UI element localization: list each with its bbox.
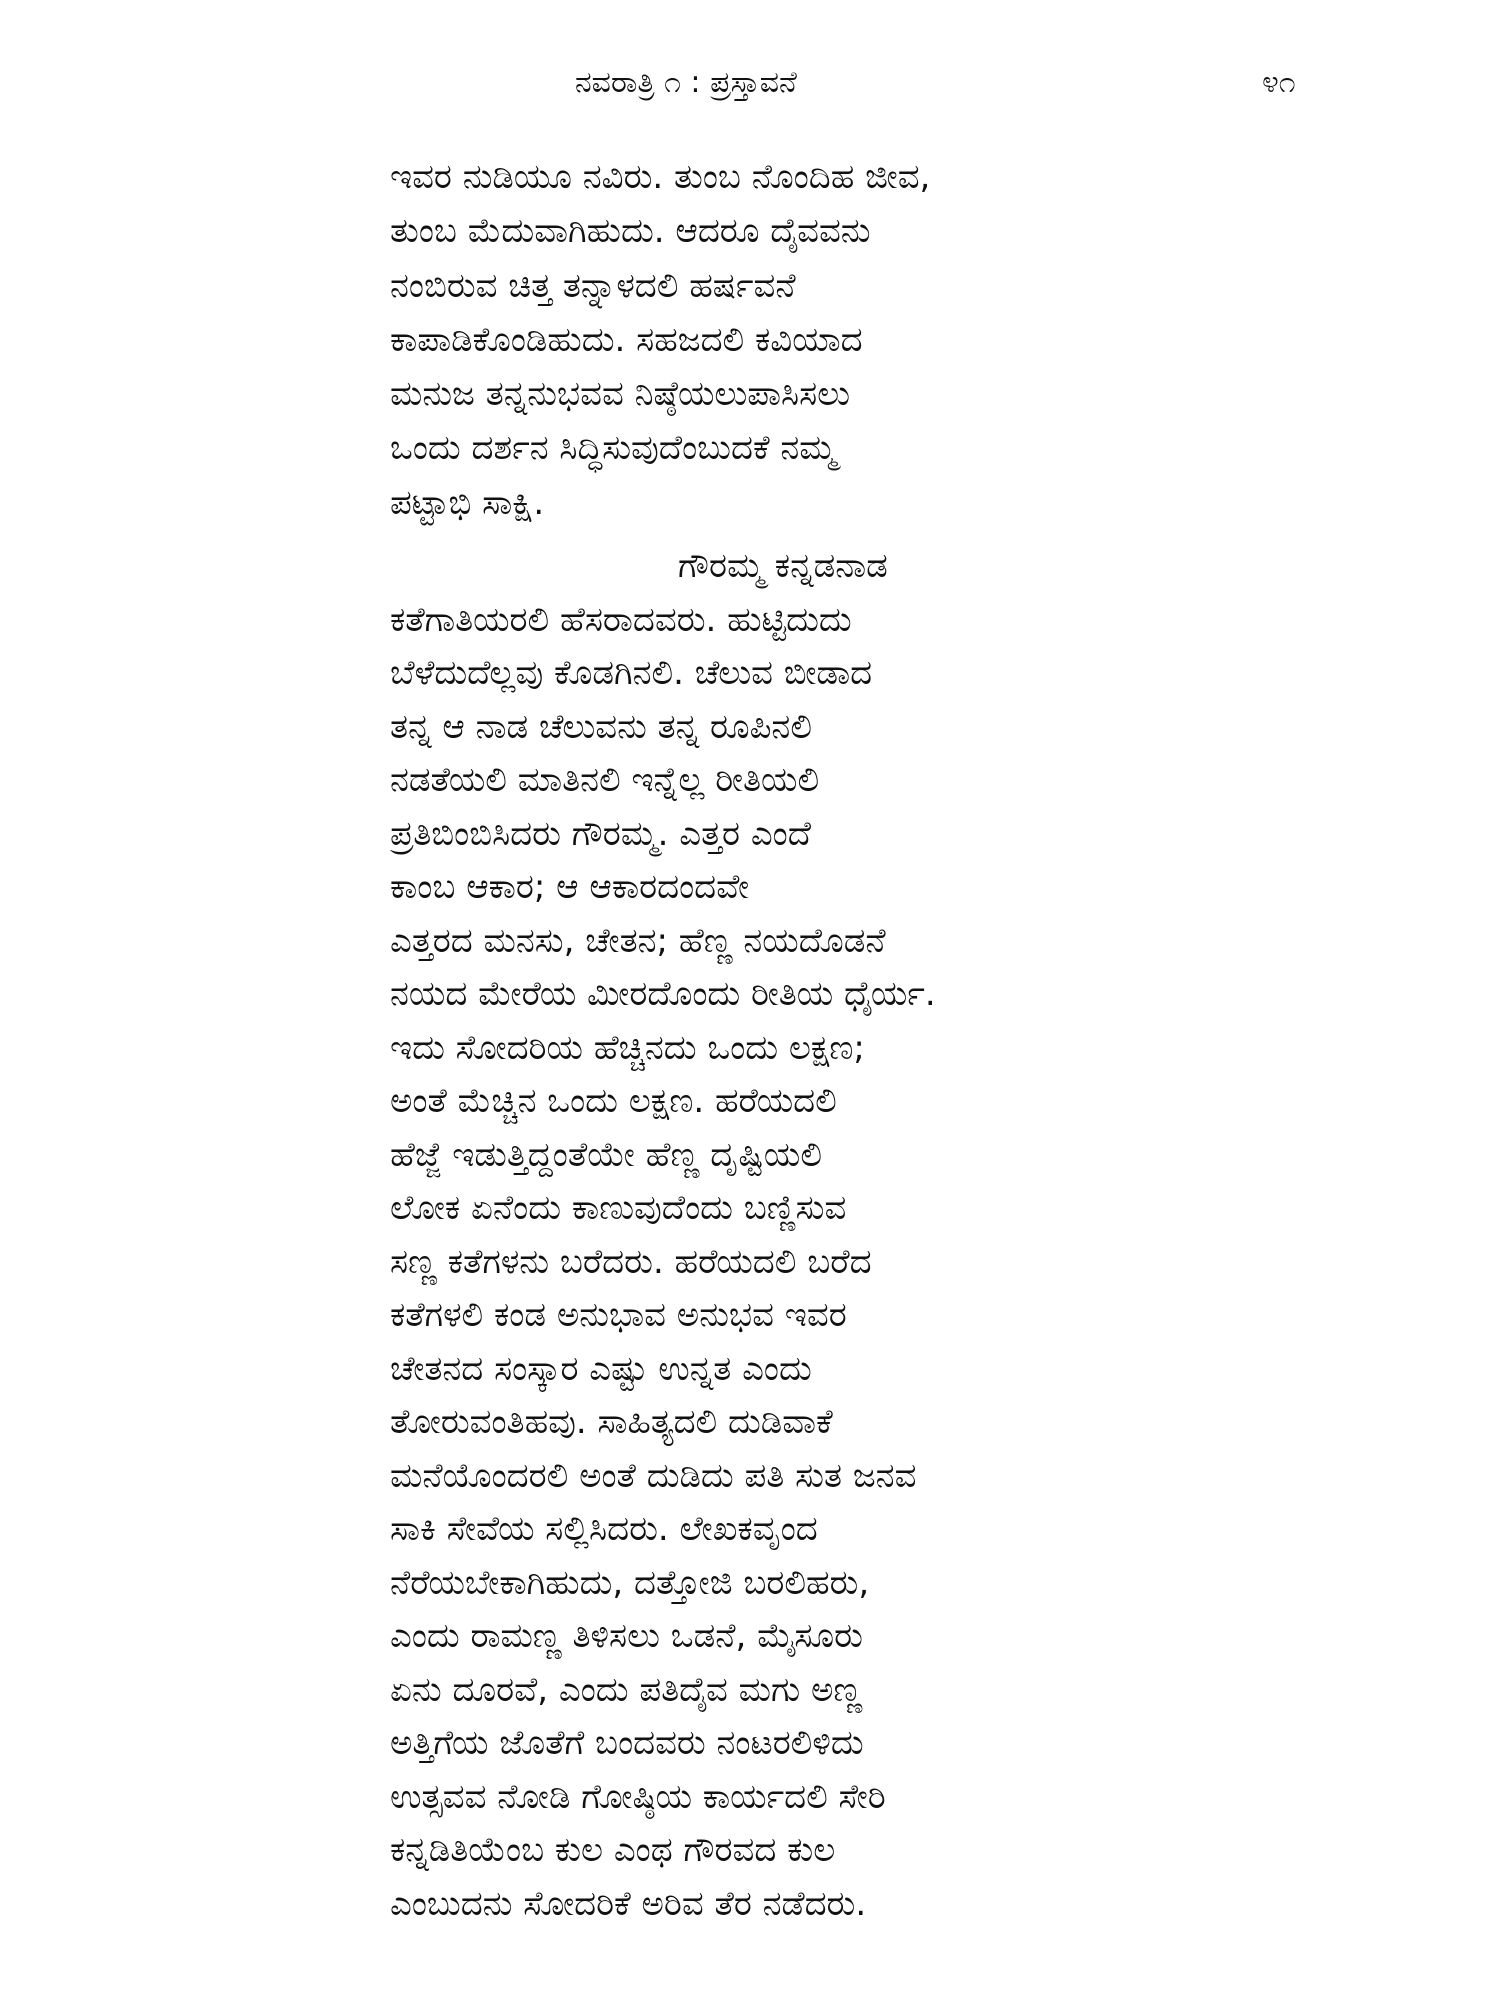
body-text [390, 150, 1390, 1931]
text-line: ಇದು ಸೋದರಿಯ ಹೆಚ್ಚಿನದು ಒಂದು ಲಕ್ಷಣ; [390, 1027, 865, 1068]
text-line: ನಡತೆಯಲಿ ಮಾತಿನಲಿ ಇನ್ನೆಲ್ಲ ರೀತಿಯಲಿ [390, 760, 820, 801]
text-line: ಮನೆಯೊಂದರಲಿ ಅಂತೆ ದುಡಿದು ಪತಿ ಸುತ ಜನವ [390, 1455, 917, 1496]
text-line: ಉತ್ಸವವ ನೋಡಿ ಗೋಷ್ಠಿಯ ಕಾರ್ಯದಲಿ ಸೇರಿ [390, 1776, 886, 1817]
text-line: ಕಾಪಾಡಿಕೊಂಡಿಹುದು. ಸಹಜದಲಿ ಕವಿಯಾದ [390, 319, 863, 360]
paragraph-1 [390, 150, 1390, 530]
text-line: ನಂಬಿರುವ ಚಿತ್ತ ತನ್ನಾಳದಲಿ ಹರ್ಷವನೆ [390, 265, 796, 306]
text-line: ಅಂತೆ ಮೆಚ್ಚಿನ ಒಂದು ಲಕ್ಷಣ. ಹರೆಯದಲಿ [390, 1081, 837, 1122]
text-line: ನೆರೆಯಬೇಕಾಗಿಹುದು, ದತ್ತೋಜಿ ಬರಲಿಹರು, [390, 1562, 870, 1603]
text-line: ಕತೆಗಾತಿಯರಲಿ ಹೆಸರಾದವರು. ಹುಟ್ಟಿದುದು [390, 599, 852, 640]
text-line: ಎತ್ತರದ ಮನಸು, ಚೇತನ; ಹೆಣ್ಣ ನಯದೊಡನೆ [390, 920, 886, 961]
text-line: ಇವರ ನುಡಿಯೂ ನವಿರು. ತುಂಬ ನೊಂದಿಹ ಜೀವ, [390, 157, 931, 197]
text-line: ತುಂಬ ಮೆದುವಾಗಿಹುದು. ಆದರೂ ದೈವವನು [390, 211, 871, 252]
text-line: ಕತೆಗಳಲಿ ಕಂಡ ಅನುಭಾವ ಅನುಭವ ಇವರ [390, 1295, 847, 1336]
text-line: ಸಾಕಿ ಸೇವೆಯ ಸಲ್ಲಿಸಿದರು. ಲೇಖಕವೃಂದ [390, 1509, 818, 1550]
text-line: ಒಂದು ದರ್ಶನ ಸಿದ್ಧಿಸುವುದೆಂಬುದಕೆ ನಮ್ಮ [390, 428, 837, 469]
running-head [0, 58, 1500, 108]
text-line: ತನ್ನ ಆ ನಾಡ ಚೆಲುವನು ತನ್ನ ರೂಪಿನಲಿ [390, 706, 812, 747]
text-line: ನಯದ ಮೇರೆಯ ಮೀರದೊಂದು ರೀತಿಯ ಧೈರ್ಯ. [390, 974, 936, 1015]
text-line: ಪ್ರತಿಬಿಂಬಿಸಿದರು ಗೌರಮ್ಮ. ಎತ್ತರ ಎಂದೆ [390, 813, 812, 854]
text-line: ತೋರುವಂತಿಹವು. ಸಾಹಿತ್ಯದಲಿ ದುಡಿವಾಕೆ [390, 1402, 833, 1443]
text-line: ಎಂಬುದನು ಸೋದರಿಕೆ ಅರಿವ ತೆರ ನಡೆದರು. [390, 1883, 867, 1924]
page-number: ೪೧ [1262, 65, 1296, 100]
text-line: ಚೇತನದ ಸಂಸ್ಕಾರ ಎಷ್ಟು ಉನ್ನತ ಎಂದು [390, 1348, 812, 1389]
text-line: ಲೋಕ ಏನೆಂದು ಕಾಣುವುದೆಂದು ಬಣ್ಣಿಸುವ [390, 1188, 847, 1229]
text-line: ಸಣ್ಣ ಕತೆಗಳನು ಬರೆದರು. ಹರೆಯದಲಿ ಬರೆದ [390, 1241, 872, 1282]
paragraph-2 [390, 540, 1390, 1931]
text-line: ಕನ್ನಡಿತಿಯೆಂಬ ಕುಲ ಎಂಥ ಗೌರವದ ಕುಲ [390, 1830, 836, 1871]
text-line: ಮನುಜ ತನ್ನನುಭವವ ನಿಷ್ಠೆಯಲುಪಾಸಿಸಲು [390, 374, 851, 415]
text-line: ಅತ್ತಿಗೆಯ ಜೊತೆಗೆ ಬಂದವರು ನಂಟರಲಿಳಿದು [390, 1723, 864, 1764]
text-line: ಹೆಜ್ಜೆ ಇಡುತ್ತಿದ್ದಂತೆಯೇ ಹೆಣ್ಣ ದೃಷ್ಟಿಯಲಿ [390, 1134, 822, 1175]
running-title: ನವರಾತ್ರಿ ೧ : ಪ್ರಸ್ತಾವನೆ [575, 65, 797, 100]
text-line: ಏನು ದೂರವೆ, ಎಂದು ಪತಿದೈವ ಮಗು ಅಣ್ಣ [390, 1669, 863, 1710]
text-line: ಪಟ್ಟಾಭಿ ಸಾಕ್ಷಿ. [390, 482, 545, 523]
text-line: ಕಾಂಬ ಆಕಾರ; ಆ ಆಕಾರದಂದವೇ [390, 867, 750, 908]
text-line: ಬೆಳೆದುದೆಲ್ಲವು ಕೊಡಗಿನಲಿ. ಚೆಲುವ ಬೀಡಾದ [390, 653, 873, 694]
paragraph-lead-line: ಗೌರಮ್ಮ ಕನ್ನಡನಾಡ [678, 546, 888, 587]
text-line: ಎಂದು ರಾಮಣ್ಣ ತಿಳಿಸಲು ಒಡನೆ, ಮೈಸೂರು [390, 1616, 863, 1657]
